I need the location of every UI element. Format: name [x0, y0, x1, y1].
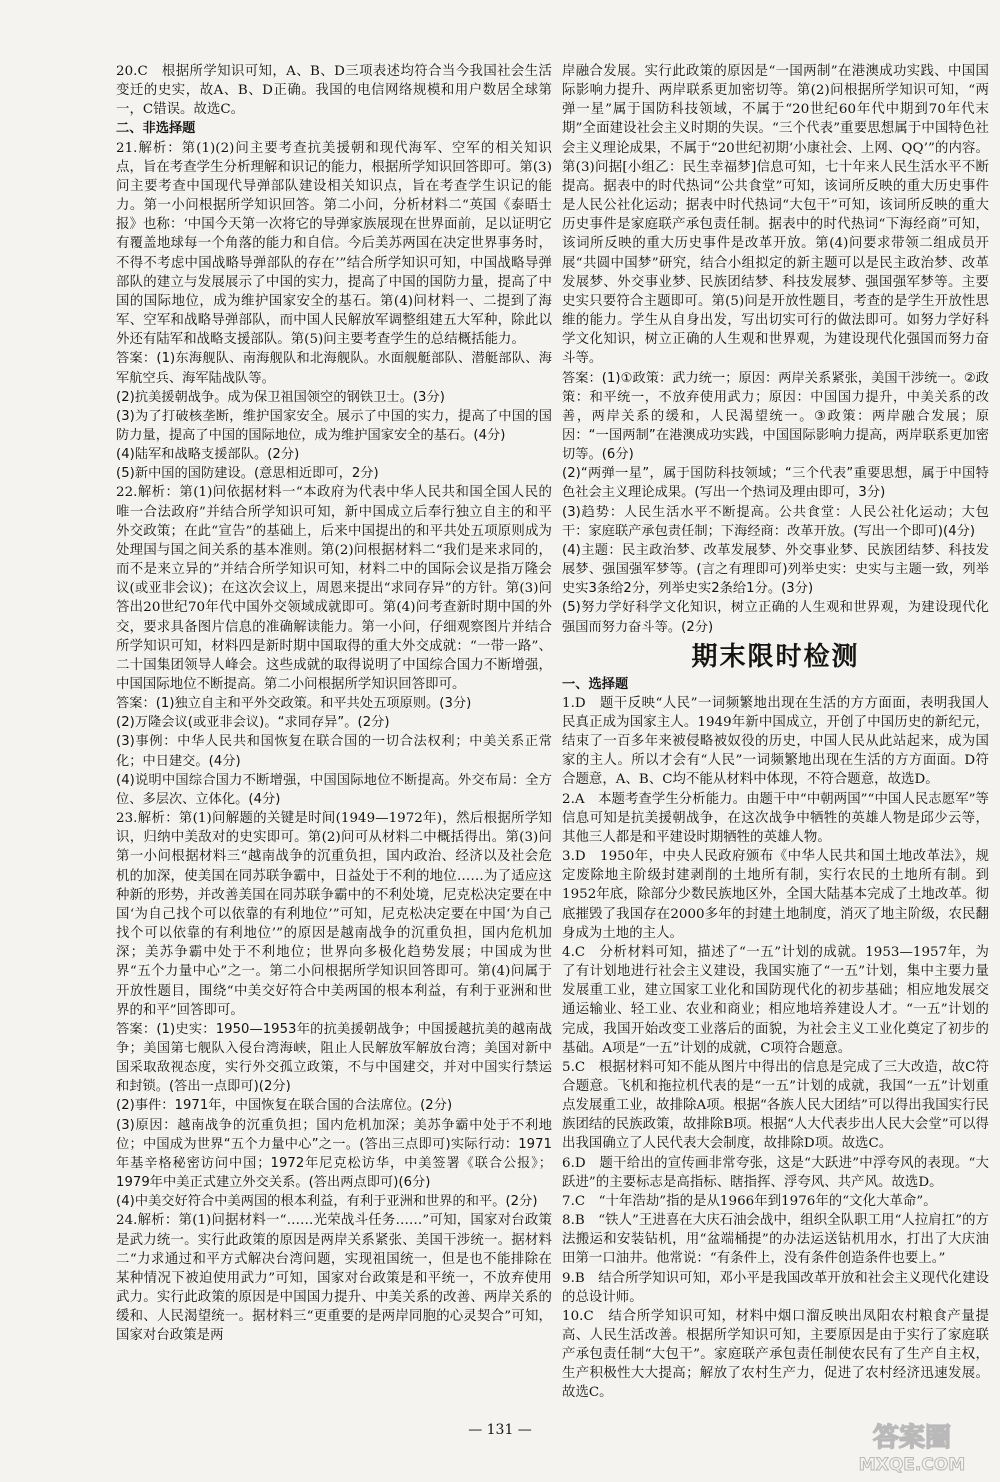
analysis-24-cont: 岸融合发展。实行此政策的原因是“一国两制”在港澳成功实践、中国国际影响力提升、两岸联系更加密切等。第(2)问根据所学知识可知，“两弹一星”属于国防科技领域，不属于“20世纪60年代中期到70年代末期”全面建设社会主义时期的失误。“三个代表”重要思想属于中国特色社会主义理论成果，不属于“20世纪初期‘小康社会、上网、QQ’”的内容。第(3)问据[小组乙：民生幸福梦]信息可知，七十年来人民生活水平不断提高。据表中的时代热词“公共食堂”可知，该词所反映的重大历史事件是人民公社化运动；据表中时代热词“大包干”可知，该词所反映的重大历史事件是家庭联产承包责任制。据表中的时代热词“下海经商”可知，该词所反映的重大历史事件是改革开放。第(4)问要求带领二组成员开展“共圆中国梦”研究，结合小组拟定的新主题可以是民主政治梦、改革发展梦、外交事业梦、民族团结梦、科技发展梦、强国强军梦等。主要史实只要符合主题即可。第(5)问是开放性题目，考查的是学生开放性思维的能力。学生从自身出发，写出切实可行的做法即可。如努力学好科学文化知识，树立正确的人生观和世界观，为建设现代化强国而努力奋斗等。: [562, 64, 989, 367]
answer-7: 7.C “十年浩劫”指的是从1966年到1976年的“文化大革命”。: [562, 1193, 937, 1209]
left-column: [116, 62, 552, 1345]
answer-21-3: (3)为了打破核垄断，维护国家安全。展示了中国的实力，提高了中国的国防力量，提高了中国的国际地位，成为维护国家安全的基石。(4分): [116, 408, 552, 443]
analysis-24: 24.解析：第(1)问据材料一“……光荣战斗任务……”可知，国家对台政策是武力统一。实行此政策的原因是两岸关系紧张、美国干涉统一。据材料二“力求通过和平方式解决台湾问题，实现祖国统一，但是也不能排除在某种情况下被迫使用武力”可知，国家对台政策是和平统一，不放弃使用武力。实行此政策的原因是中国国力提升、中美关系的改善、两岸关系的缓和、人民渴望统一。据材料三“更重要的是两岸同胞的心灵契合”可知，国家对台政策是两: [116, 1213, 552, 1344]
answer-9: 9.B 结合所学知识可知，邓小平是我国改革开放和社会主义现代化建设的总设计师。: [562, 1270, 989, 1305]
answer-23-2: (2)事件：1971年，中国恢复在联合国的合法席位。(2分): [116, 1098, 453, 1114]
answer-24-5: (5)努力学好科学文化知识，树立正确的人生观和世界观，为建设现代化强国而努力奋斗等。(2分): [562, 600, 989, 635]
right-column: [562, 62, 989, 1403]
svg-text:答案圈: 答案圈: [872, 1423, 952, 1453]
section-heading-non-choice: 二、非选择题: [116, 121, 196, 137]
svg-text:MXQE.COM: MXQE.COM: [858, 1455, 966, 1475]
section-heading-choice: 一、选择题: [562, 676, 629, 692]
section-title-final-test: 期末限时检测: [691, 641, 860, 672]
answer-6: 6.D 题干给出的宣传画非常夸张，这是“大跃进”中浮夸风的表现。“大跃进”的主要标志是高指标、瞎指挥、浮夸风、共产风。故选D。: [562, 1155, 989, 1190]
answer-8: 8.B “铁人”王进喜在大庆石油会战中，组织全队职工用“人拉肩扛”的方法搬运和安装钻机，用“盆端桶提”的办法运送钻机用水，打出了大庆油田第一口油井。他常说：“有条件上，没有条件创造条件也要上。”: [562, 1213, 989, 1267]
answer-24-1: 答案：(1)①政策：武力统一；原因：两岸关系紧张，美国干涉统一。②政策：和平统一，不放弃使用武力；原因：中国国力提升，中美关系的改善，两岸关系的缓和，人民渴望统一。③政策：两岸融合发展；原因：“一国两制”在港澳成功实践，中国国际影响力提高，两岸联系更加密切等。(6分): [562, 370, 989, 463]
answer-2: 2.A 本题考查学生分析能力。由题干中“中朝两国”“中国人民志愿军”等信息可知是抗美援朝战争，在这次战争中牺牲的英雄人物是邱少云等，其他三人都是和平建设时期牺牲的英雄人物。: [562, 791, 989, 845]
answer-10: 10.C 结合所学知识可知，材料中烟口溜反映出凤阳农村粮食产量提高、人民生活改善。根据所学知识可知，主要原因是由于实行了家庭联产承包责任制“大包干”。家庭联产承包责任制使农民有了生产自主权，生产积极性大大提高；解放了农村生产力，促进了农村经济迅速发展。故选C。: [562, 1308, 989, 1401]
answer-24-4: (4)主题：民主政治梦、改革发展梦、外交事业梦、民族团结梦、科技发展梦、强国强军梦等。(言之有理即可)列举史实：史实与主题一致，列举史实3条给2分，列举史实2条给1分。(3分): [562, 542, 989, 597]
answer-21-4: (4)陆军和战略支援部队。(2分): [116, 447, 300, 463]
answer-4: 4.C 分析材料可知，描述了“一五”计划的成就。1953—1957年，为了有计划地进行社会主义建设，我国实施了“一五”计划，集中主要力量发展重工业，建立国家工业化和国防现代化的初步基础；相应地发展交通运输业、轻工业、农业和商业；相应地培养建设人才。“一五”计划的完成，我国开始改变工业落后的面貌，为社会主义工业化奠定了初步的基础。A项是“一五”计划的成就，C项符合题意。: [562, 944, 989, 1056]
analysis-22: 22.解析：第(1)问依据材料一“本政府为代表中华人民共和国全国人民的唯一合法政府”并结合所学知识可知，新中国成立后奉行独立自主的和平外交政策；在此“宣告”的基础上，后来中国提出的和平共处五项原则成为处理国与国之间关系的基本准则。第(2)问根据材料二“我们是来求同的，而不是来立异的”并结合所学知识可知，材料二中的国际会议是指万隆会议(或亚非会议)；在这次会议上，周恩来提出“求同存异”的方针。第(3)问答出20世纪70年代中国外交领域成就即可。第(4)问考查新时期中国的外交，要求具备图片信息的准确解读能力。第一小问，仔细观察图片并结合所学知识可知，材料四是新时期中国取得的重大外交成就：“一带一路”、二十国集团领导人峰会。这些成就的取得说明了中国综合国力不断增强，中国国际地位不断提高。第二小问根据所学知识回答即可。: [116, 485, 552, 692]
answer-21-2: (2)抗美援朝战争。成为保卫祖国领空的钢铁卫士。(3分): [116, 389, 445, 405]
answer-22-4: (4)说明中国综合国力不断增强，中国国际地位不断提高。外交布局：全方位、多层次、立体化。(4分): [116, 772, 552, 807]
answer-24-2: (2)“两弹一星”，属于国防科技领域；“三个代表”重要思想，属于中国特色社会主义理论成果。(写出一个热词及理由即可，3分): [562, 466, 989, 501]
answer-22-1: 答案：(1)独立自主和平外交政策。和平共处五项原则。(3分): [116, 696, 472, 712]
analysis-21: 21.解析：第(1)(2)问主要考查抗美援朝和现代海军、空军的相关知识点，旨在考查学生分析理解和识记的能力，根据所学知识回答即可。第(3)问主要考查中国现代导弹部队建设相关知识点，旨在考查学生识记的能力。第一小问根据所学知识回答。第二小问，分析材料二“英国《泰晤士报》也称：‘中国今天第一次将它的导弹家族展现在世界面前，足以证明它有覆盖地球每一个角落的能力和自信。今后美苏两国在决定世界事务时，不得不考虑中国战略导弹部队的存在’”结合所学知识可知，中国战略导弹部队的建立与发展展示了中国的实力，提高了中国的国防力量，提高了中国的国际地位，成为维护国家安全的基石。第(4)问材料一、二提到了海军、空军和战略导弹部队，而中国人民解放军调整组建五大军种，除此以外还有陆军和战略支援部队。第(5)问主要考查学生的总结概括能力。: [116, 140, 552, 348]
answer-3: 3.D 1950年，中央人民政府颁布《中华人民共和国土地改革法》，规定废除地主阶级封建剥削的土地所有制，实行农民的土地所有制。到1952年底，除部分少数民族地区外，全国大陆基本完成了土地改革。彻底摧毁了我国存在2000多年的封建土地制度，消灭了地主阶级，农民翻身成为土地的主人。: [562, 849, 989, 941]
answer-21-5: (5)新中国的国防建设。(意思相近即可，2分): [116, 466, 379, 482]
answer-23-4: (4)中美交好符合中美两国的根本利益，有利于亚洲和世界的和平。(2分): [116, 1194, 538, 1210]
answer-23-1: 答案：(1)史实：1950—1953年的抗美援朝战争；中国援越抗美的越南战争；美国第七舰队入侵台湾海峡，阻止人民解放军解放台湾；美国对新中国采取敌视态度，实行外交孤立政策，不与中国建交，并对中国实行禁运和封锁。(答出一点即可)(2分): [116, 1021, 552, 1095]
page-number: — 131 —: [468, 1422, 532, 1438]
answer-22-3: (3)事例：中华人民共和国恢复在联合国的一切合法权利；中美关系正常化；中日建交。(4分): [116, 734, 552, 769]
answer-20: 20.C 根据所学知识可知，A、B、D三项表述均符合当今我国社会生活变迁的史实，故A、B、D正确。我国的电信网络规模和用户数居全球第一，C错误。故选C。: [116, 64, 552, 118]
answer-1: 1.D 题干反映“人民”一词频繁地出现在生活的方方面面，表明我国人民真正成为国家主人。1949年新中国成立，开创了中国历史的新纪元，结束了一百多年来被侵略被奴役的历史，中国人民从此站起来，成为国家的主人。所以才会有“人民”一词频繁地出现在生活的方方面面。D符合题意，A、B、C均不能从材料中体现，不符合题意，故选D。: [562, 695, 989, 788]
analysis-23: 23.解析：第(1)问解题的关键是时间(1949—1972年)，然后根据所学知识，归纳中美敌对的史实即可。第(2)问可从材料二中概括得出。第(3)问第一小问根据材料三“越南战争的沉重负担，国内政治、经济以及社会危机的加深，使美国在同苏联争霸中，日益处于不利的地位……为了适应这种新的形势，并改善美国在同苏联争霸中的不利处境，尼克松决定要在中国‘为自己找个可以依靠的有利地位’”可知，尼克松决定要在中国‘为自己找个可以依靠的有利地位’”的原因是越南战争的沉重负担，国内危机加深；美苏争霸中处于不利地位；世界向多极化趋势发展；中国成为世界“五个力量中心”之一。第二小问根据所学知识回答即可。第(4)问属于开放性题目，围绕“中美交好符合中美两国的根本利益，有利于亚洲和世界的和平”回答即可。: [116, 811, 552, 1018]
answer-23-3: (3)原因：越南战争的沉重负担；国内危机加深；美苏争霸中处于不利地位；中国成为世界“五个力量中心”之一。(答出三点即可)实际行动：1971年基辛格秘密访问中国；1972年尼克松访华，中美签署《联合公报》；1979年中美正式建立外交关系。(答出两点即可)(6分): [116, 1117, 552, 1191]
answer-22-2: (2)万隆会议(或亚非会议)。“求同存异”。(2分): [116, 715, 390, 731]
answer-5: 5.C 根据材料可知不能从图片中得出的信息是完成了三大改造，故C符合题意。飞机和拖拉机代表的是“一五”计划的成就，我国“一五”计划重点发展重工业，故排除A项。根据“各族人民大团结”可以得出我国实行民族团结的民族政策，故排除B项。根据“人大代表步出人民大会堂”可以得出我国确立了人民代表大会制度，故排除D项。故选C。: [562, 1059, 989, 1152]
answer-24-3: (3)趋势：人民生活水平不断提高。公共食堂：人民公社化运动；大包干：家庭联产承包责任制；下海经商：改革开放。(写出一个即可)(4分): [562, 504, 989, 539]
answer-21-1: 答案：(1)东海舰队、南海舰队和北海舰队。水面舰艇部队、潜艇部队、海军航空兵、海军陆战队等。: [116, 351, 552, 386]
watermark-logo: [838, 1418, 986, 1476]
